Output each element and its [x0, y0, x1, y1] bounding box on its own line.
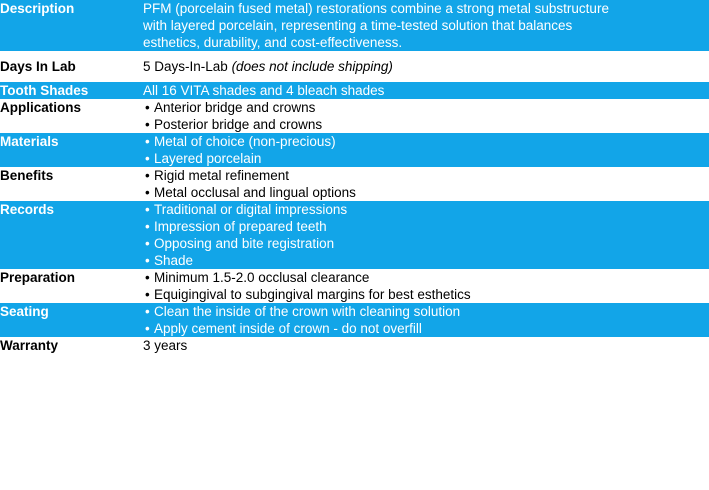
row-label-preparation: Preparation — [0, 269, 143, 303]
row-label-records: Records — [0, 201, 143, 269]
row-value-records — [143, 201, 709, 269]
bullet-text: Clean the inside of the crown with cleaning solution — [154, 304, 461, 319]
table-row-warranty — [0, 337, 709, 354]
bullet-item — [143, 167, 709, 184]
row-label-warranty: Warranty — [0, 337, 143, 354]
row-value-benefits — [143, 167, 709, 201]
bullet-item — [143, 184, 709, 201]
bullet-text: Apply cement inside of crown - do not overfill — [154, 321, 422, 336]
table-row-benefits — [0, 167, 709, 201]
bullet-item — [143, 320, 709, 337]
bullet-text: Impression of prepared teeth — [154, 219, 327, 234]
bullet-item — [143, 286, 709, 303]
table-row-records — [0, 201, 709, 269]
table-row-applications — [0, 99, 709, 133]
row-value-days-in-lab — [143, 58, 709, 75]
bullet-item — [143, 150, 709, 167]
bullet-text: Equigingival to subgingival margins for best esthetics — [154, 287, 471, 302]
text-line: esthetics, durability, and cost-effectiveness. — [143, 35, 403, 50]
row-label-days-in-lab: Days In Lab — [0, 58, 143, 75]
bullet-dot-icon: • — [145, 270, 150, 285]
bullet-item — [143, 133, 709, 150]
row-spacer — [0, 51, 709, 58]
bullet-item — [143, 201, 709, 218]
bullet-dot-icon: • — [145, 287, 150, 302]
spacer-cell — [143, 75, 709, 82]
row-value-tooth-shades — [143, 82, 709, 99]
bullet-dot-icon: • — [145, 202, 150, 217]
row-label-seating: Seating — [0, 303, 143, 337]
bullet-dot-icon: • — [145, 134, 150, 149]
row-value-warranty — [143, 337, 709, 354]
row-value-preparation — [143, 269, 709, 303]
bullet-text: Traditional or digital impressions — [154, 202, 348, 217]
bullet-item — [143, 99, 709, 116]
bullet-dot-icon: • — [145, 151, 150, 166]
bullet-item — [143, 116, 709, 133]
bullet-text: Minimum 1.5-2.0 occlusal clearance — [154, 270, 370, 285]
bullet-dot-icon: • — [145, 219, 150, 234]
text-line: 5 Days-In-Lab — [143, 59, 228, 74]
spacer-cell — [143, 51, 709, 58]
spacer-cell — [0, 51, 143, 58]
row-label-tooth-shades: Tooth Shades — [0, 82, 143, 99]
bullet-dot-icon: • — [145, 321, 150, 336]
row-label-applications: Applications — [0, 99, 143, 133]
bullet-dot-icon: • — [145, 168, 150, 183]
table-row-description — [0, 0, 709, 51]
row-value-applications — [143, 99, 709, 133]
bullet-text: Shade — [154, 253, 194, 268]
text-line: with layered porcelain, representing a time-tested solution that balances — [143, 18, 573, 33]
bullet-dot-icon: • — [145, 236, 150, 251]
bullet-item — [143, 303, 709, 320]
bullet-text: Layered porcelain — [154, 151, 262, 166]
row-value-materials — [143, 133, 709, 167]
bullet-text: Posterior bridge and crowns — [154, 117, 323, 132]
row-spacer — [0, 75, 709, 82]
table-row-preparation — [0, 269, 709, 303]
bullet-dot-icon: • — [145, 253, 150, 268]
row-label-benefits: Benefits — [0, 167, 143, 201]
table-row-tooth-shades — [0, 82, 709, 99]
bullet-item — [143, 235, 709, 252]
table-row-days-in-lab — [0, 58, 709, 75]
bullet-text: Metal of choice (non-precious) — [154, 134, 336, 149]
row-value-description — [143, 0, 709, 51]
bullet-text: Opposing and bite registration — [154, 236, 335, 251]
bullet-dot-icon: • — [145, 185, 150, 200]
bullet-item — [143, 218, 709, 235]
bullet-dot-icon: • — [145, 117, 150, 132]
text-line: All 16 VITA shades and 4 bleach shades — [143, 83, 385, 98]
row-label-description: Description — [0, 0, 143, 51]
row-value-seating — [143, 303, 709, 337]
bullet-item — [143, 269, 709, 286]
bullet-text: Rigid metal refinement — [154, 168, 290, 183]
row-label-materials: Materials — [0, 133, 143, 167]
spacer-cell — [0, 75, 143, 82]
text-line: 3 years — [143, 338, 188, 353]
bullet-dot-icon: • — [145, 100, 150, 115]
table-row-seating — [0, 303, 709, 337]
bullet-text: Metal occlusal and lingual options — [154, 185, 356, 200]
bullet-dot-icon: • — [145, 304, 150, 319]
bullet-text: Anterior bridge and crowns — [154, 100, 316, 115]
text-line: PFM (porcelain fused metal) restorations combine a strong metal substructure — [143, 1, 609, 16]
bullet-item — [143, 252, 709, 269]
table-row-materials — [0, 133, 709, 167]
shipping-note: (does not include shipping) — [231, 59, 393, 74]
